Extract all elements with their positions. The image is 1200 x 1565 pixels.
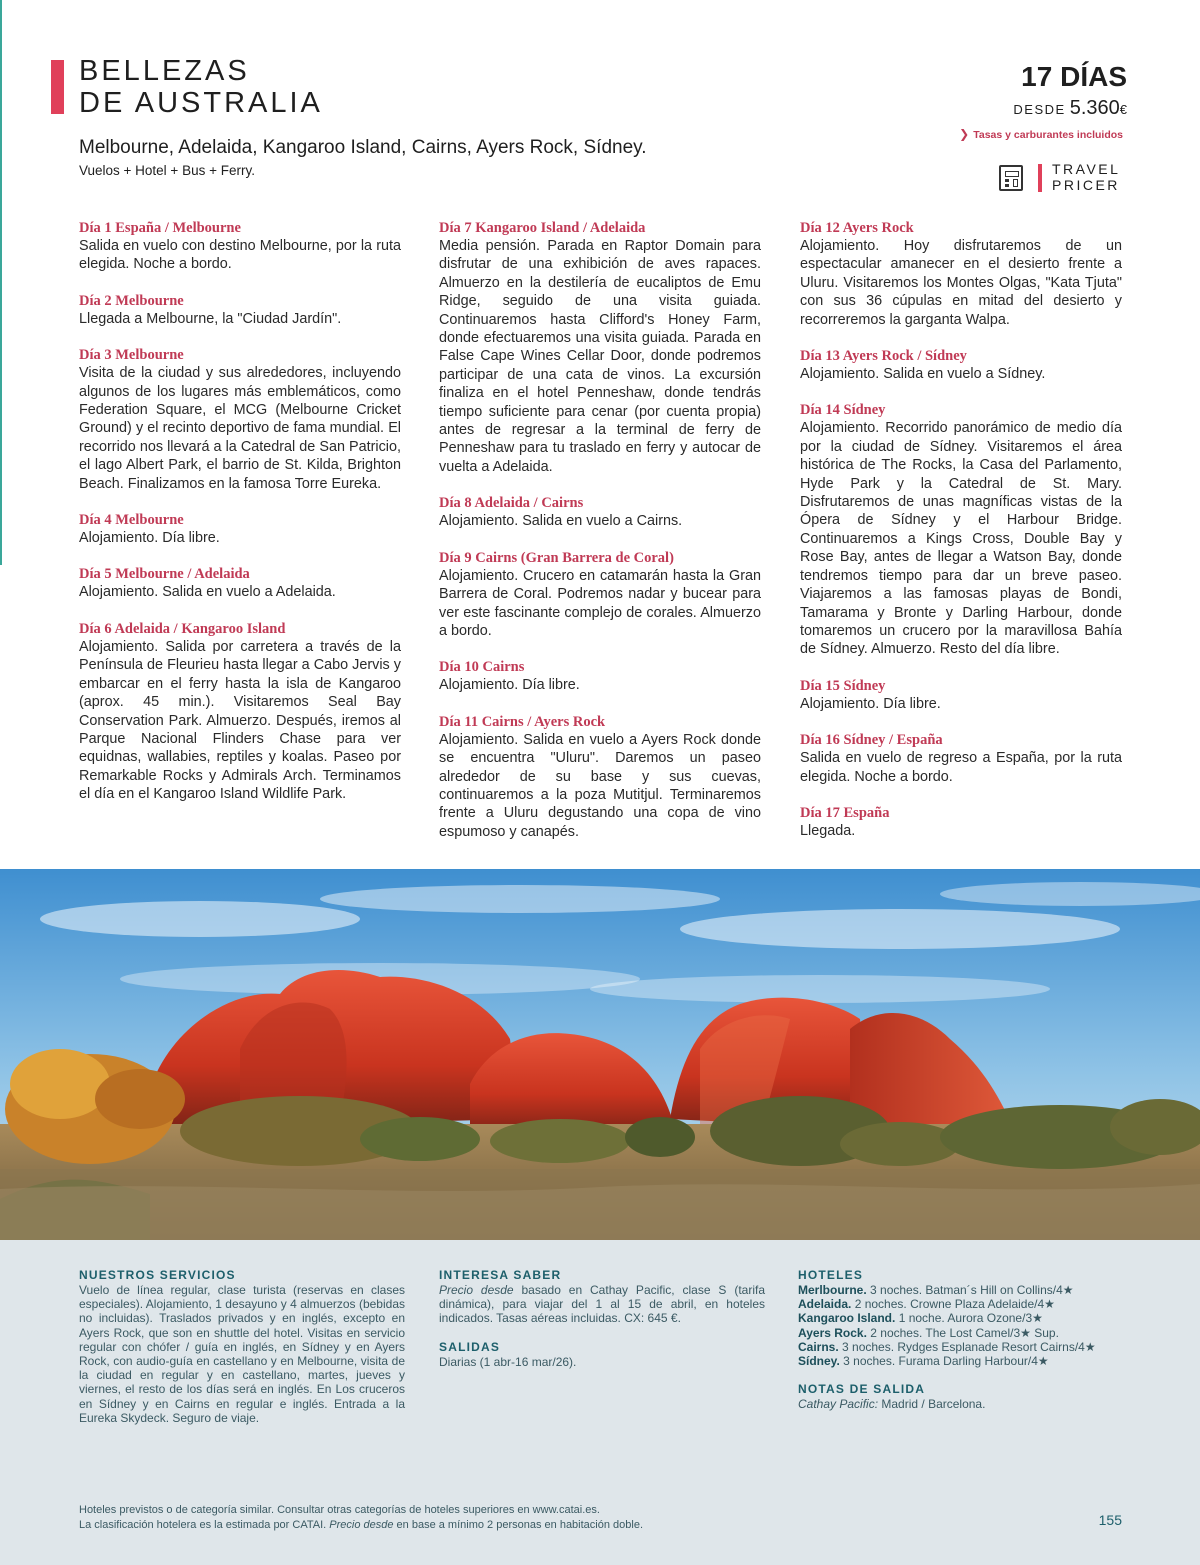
itinerary-day xyxy=(79,292,401,328)
travel-pricer-line-1: TRAVEL xyxy=(1052,161,1121,177)
itinerary-day xyxy=(800,347,1122,383)
footer-line-2 xyxy=(79,1518,643,1533)
title-accent-bar xyxy=(51,60,64,114)
hotel-item xyxy=(798,1326,1124,1340)
day-description: Salida en vuelo de regreso a España, por la ruta elegida. Noche a bordo. xyxy=(800,750,1122,785)
day-title: Día 2 Melbourne xyxy=(79,292,184,309)
day-title: Día 6 Adelaida / Kangaroo Island xyxy=(79,620,286,637)
day-title: Día 14 Sídney xyxy=(800,402,886,419)
day-title: Día 4 Melbourne xyxy=(79,512,184,529)
itinerary-day xyxy=(800,219,1122,329)
itinerary-column-2 xyxy=(439,219,761,859)
hotel-detail: 3 noches. Batman´s Hill on Collins/4★ xyxy=(866,1283,1074,1297)
hotel-city: Merlbourne. xyxy=(798,1283,867,1297)
itinerary-column-3 xyxy=(800,219,1122,858)
price-prefix: DESDE xyxy=(1013,102,1066,117)
title-line-1: BELLEZAS xyxy=(79,55,250,87)
day-description: Alojamiento. Crucero en catamarán hasta la Gran Barrera de Coral. Podremos nadar y bucear para ver este fascinante complejo de corales. Almuerzo a bordo. xyxy=(439,567,761,639)
itinerary-day xyxy=(800,677,1122,713)
day-description: Alojamiento. Día libre. xyxy=(800,695,941,712)
day-title: Día 12 Ayers Rock xyxy=(800,220,914,236)
taxes-note-text: Tasas y carburantes incluidos xyxy=(973,129,1123,141)
calculator-icon xyxy=(999,165,1023,191)
day-description: Alojamiento. Salida en vuelo a Cairns. xyxy=(439,513,683,530)
day-title: Día 10 Cairns xyxy=(439,659,525,676)
price-currency: € xyxy=(1119,102,1127,117)
day-title: Día 11 Cairns / Ayers Rock xyxy=(439,713,606,730)
salidas-text: Diarias (1 abr-16 mar/26). xyxy=(439,1354,577,1369)
day-title: Día 9 Cairns (Gran Barrera de Coral) xyxy=(439,549,674,566)
travel-pricer-line-2: PRICER xyxy=(1052,177,1120,193)
itinerary-day xyxy=(439,658,761,694)
hotel-detail: 2 noches. Crowne Plaza Adelaide/4★ xyxy=(851,1297,1055,1312)
departure-cities: Madrid / Barcelona. xyxy=(878,1397,986,1412)
travel-pricer-logo xyxy=(1052,161,1120,193)
hotel-item xyxy=(798,1354,1124,1368)
day-description: Alojamiento. Salida en vuelo a Ayers Rock donde se encuentra "Uluru". Daremos un paseo alrededor de su base y sus cuevas, continuaremos a la poza Mutitjul. Terminaremos frente a Uluru degustando una copa de vino espumoso y canapés. xyxy=(439,731,761,840)
itinerary-column-1 xyxy=(79,219,401,822)
services-summary: Vuelos + Hotel + Bus + Ferry. xyxy=(79,163,255,178)
itinerary-day xyxy=(800,804,1122,840)
page-number: 155 xyxy=(1098,1512,1122,1528)
day-description: Media pensión. Parada en Raptor Domain para disfrutar de una exhibición de aves rapaces. Almuerzo en la destilería de eucaliptos de Emu Ridge, seguido de una visita guiada. Continuaremos hasta Clifford's Honey Farm, donde efectuaremos una visita guiada. Parada en False Cape Wines Cellar Door, donde podremos participar de una cata de vinos. La excursión finaliza en el hotel Penneshaw, donde tendrás tiempo suficiente para cenar (por cuenta propia) antes de regresar a la terminal de ferry de Penneshaw para tu traslado en ferry y autocar de vuelta a Adelaida. xyxy=(439,238,761,475)
hotel-detail: 3 noches. Furama Darling Harbour/4★ xyxy=(839,1354,1049,1369)
hotel-detail: 2 noches. The Lost Camel/3★ Sup. xyxy=(866,1325,1059,1340)
day-title: Día 5 Melbourne / Adelaida xyxy=(79,566,250,583)
footer-line-2-end: en base a mínimo 2 personas en habitación doble. xyxy=(393,1519,643,1531)
footer-price-from: Precio desde xyxy=(329,1519,394,1531)
price-amount: 5.360 xyxy=(1069,97,1120,119)
day-description: Alojamiento. Hoy disfrutaremos de un espectacular amanecer en el desierto frente a Uluru. Visitaremos los Montes Olgas, "Kata Tjuta" con sus 36 cúpulas en mitad del desierto y recorreremos la garganta Walpa. xyxy=(800,238,1122,328)
hotel-city: Cairns. xyxy=(798,1339,839,1354)
itinerary-day xyxy=(79,511,401,547)
day-description: Visita de la ciudad y sus alrededores, incluyendo algunos de los lugares más emblemáticos, como Federation Square, el MCG (Melbourne Cricket Ground) y el recinto deportivo de fama mundial. El recorrido nos llevará a la Catedral de San Patricio, el lago Albert Park, el barrio de St. Kilda, Brighton Beach. Finalizamos en la famosa Torre Eureka. xyxy=(79,365,401,492)
hotel-item xyxy=(798,1340,1124,1354)
day-description: Alojamiento. Recorrido panorámico de medio día por la ciudad de Sídney. Visitaremos el área histórica de The Rocks, la Casa del Parlamento, Hyde Park y la Catedral de St. Mary. Disfrutaremos de unas magníficas vistas de la Ópera de Sídney y el Harbour Bridge. Continuaremos a Kings Cross, Double Bay y Rose Bay, antes de llegar a Watson Bay, donde tendremos tiempo para dar un breve paseo. Viajaremos a las famosas playas de Bondi, Tamarama y Bronte y Darling Harbour, donde tomaremos un crucero por la maravillosa Bahía de Sídney. Almuerzo. Resto del día libre. xyxy=(800,420,1122,658)
itinerary-day xyxy=(439,494,761,530)
travel-pricer-accent-bar xyxy=(1038,164,1042,192)
day-title: Día 3 Melbourne xyxy=(79,347,184,364)
interesa-saber-text xyxy=(439,1283,765,1326)
itinerary-day xyxy=(800,401,1122,658)
footer-line-1: Hoteles previstos o de categoría similar. Consultar otras categorías de hoteles superiores en www.catai.es. xyxy=(79,1504,600,1516)
services-heading: NUESTROS SERVICIOS xyxy=(79,1268,236,1282)
day-description: Llegada. xyxy=(800,822,856,839)
footer-line-2-start: La clasificación hotelera es la estimada por CATAI. xyxy=(79,1519,330,1531)
page-title xyxy=(79,55,323,119)
day-title: Día 16 Sídney / España xyxy=(800,732,943,749)
interesa-saber-heading: INTERESA SABER xyxy=(439,1268,562,1282)
day-description: Llegada a Melbourne, la "Ciudad Jardín". xyxy=(79,310,342,327)
services-section xyxy=(79,1268,405,1425)
hotels-section xyxy=(798,1268,1124,1411)
interesa-saber-section xyxy=(439,1268,765,1369)
departure-notes-heading: NOTAS DE SALIDA xyxy=(798,1382,926,1397)
hotel-city: Ayers Rock. xyxy=(798,1325,867,1340)
destinations-subtitle: Melbourne, Adelaida, Kangaroo Island, Cairns, Ayers Rock, Sídney. xyxy=(79,137,647,158)
day-description: Alojamiento. Día libre. xyxy=(439,677,580,694)
day-title: Día 7 Kangaroo Island / Adelaida xyxy=(439,220,646,236)
day-description: Alojamiento. Salida en vuelo a Adelaida. xyxy=(79,584,336,601)
day-title: Día 13 Ayers Rock / Sídney xyxy=(800,348,967,365)
hotel-city: Adelaida. xyxy=(798,1297,852,1312)
itinerary-day xyxy=(800,731,1122,786)
price-line xyxy=(1013,97,1127,120)
hotel-item xyxy=(798,1297,1124,1311)
kata-tjuta-photo xyxy=(0,869,1200,1240)
interesa-saber-body: basado en Cathay Pacific, clase S (tarifa dinámica), para viajar del 1 al 15 de abril, en hoteles indicados. Tasas aéreas incluidas. CX: 645 €. xyxy=(439,1283,765,1326)
itinerary-day xyxy=(439,549,761,641)
day-description: Salida en vuelo con destino Melbourne, por la ruta elegida. Noche a bordo. xyxy=(79,238,401,273)
itinerary-day xyxy=(79,346,401,493)
day-title: Día 17 España xyxy=(800,804,890,821)
salidas-heading: SALIDAS xyxy=(439,1339,501,1354)
page-edge-line xyxy=(0,0,2,565)
hotels-heading: HOTELES xyxy=(798,1268,864,1282)
itinerary-day xyxy=(79,620,401,804)
hotel-detail: 3 noches. Rydges Esplanade Resort Cairns/4★ xyxy=(838,1339,1096,1354)
price-from-label: Precio desde xyxy=(439,1283,514,1297)
trip-duration: 17 DÍAS xyxy=(1021,61,1127,92)
day-title: Día 8 Adelaida / Cairns xyxy=(439,495,584,512)
departure-notes-text xyxy=(798,1397,1124,1411)
itinerary-day xyxy=(79,565,401,601)
day-title: Día 15 Sídney xyxy=(800,677,886,694)
hotel-detail: 1 noche. Aurora Ozone/3★ xyxy=(895,1311,1043,1326)
day-description: Alojamiento. Salida por carretera a través de la Península de Fleurieu hasta llegar a Cabo Jervis y embarcar en el ferry hasta la isla de Kangaroo (aprox. 45 min.). Visitaremos Seal Bay Conservation Park. Almuerzo. Después, iremos al Parque Nacional Flinders Chase para ver equidnas, wallabies, reptiles y koalas. Paseo por Remarkable Rocks y Admirals Arch. Terminamos el día en el Kangaroo Island Wildlife Park. xyxy=(79,638,401,803)
hotel-city: Sídney. xyxy=(798,1354,840,1369)
day-description: Alojamiento. Salida en vuelo a Sídney. xyxy=(800,366,1046,383)
hotel-city: Kangaroo Island. xyxy=(798,1311,896,1326)
title-line-2: DE AUSTRALIA xyxy=(79,87,323,119)
hotel-item xyxy=(798,1283,1124,1297)
day-description: Alojamiento. Día libre. xyxy=(79,530,220,547)
day-title: Día 1 España / Melbourne xyxy=(79,220,241,236)
hotel-item xyxy=(798,1311,1124,1325)
itinerary-day xyxy=(79,219,401,274)
itinerary-day xyxy=(439,713,761,841)
taxes-note xyxy=(959,127,1123,141)
airline-label: Cathay Pacific: xyxy=(798,1397,879,1412)
itinerary-day xyxy=(439,219,761,476)
footer-notes xyxy=(79,1503,643,1533)
services-text: Vuelo de línea regular, clase turista (reservas en clases especiales). Alojamiento, 1 desayuno y 4 almuerzos (bebidas no incluidas). Traslados privados y en inglés, excepto en Ayers Rock, que son en shuttle del hotel. Visitas en servicio regular con chófer / guía en inglés, en Sídney y en Ayers Rock, con audio-guía en castellano y en Melbourne, visita de la ciudad en regular y en castellano, martes, jueves y viernes, el resto de los días será en inglés. En Los cruceros en Sídney y en Cairns en regular e inglés. Entrada a la Eureka Skydeck. Seguro de viaje. xyxy=(79,1283,405,1425)
chevron-right-icon: ❯ xyxy=(959,127,970,141)
